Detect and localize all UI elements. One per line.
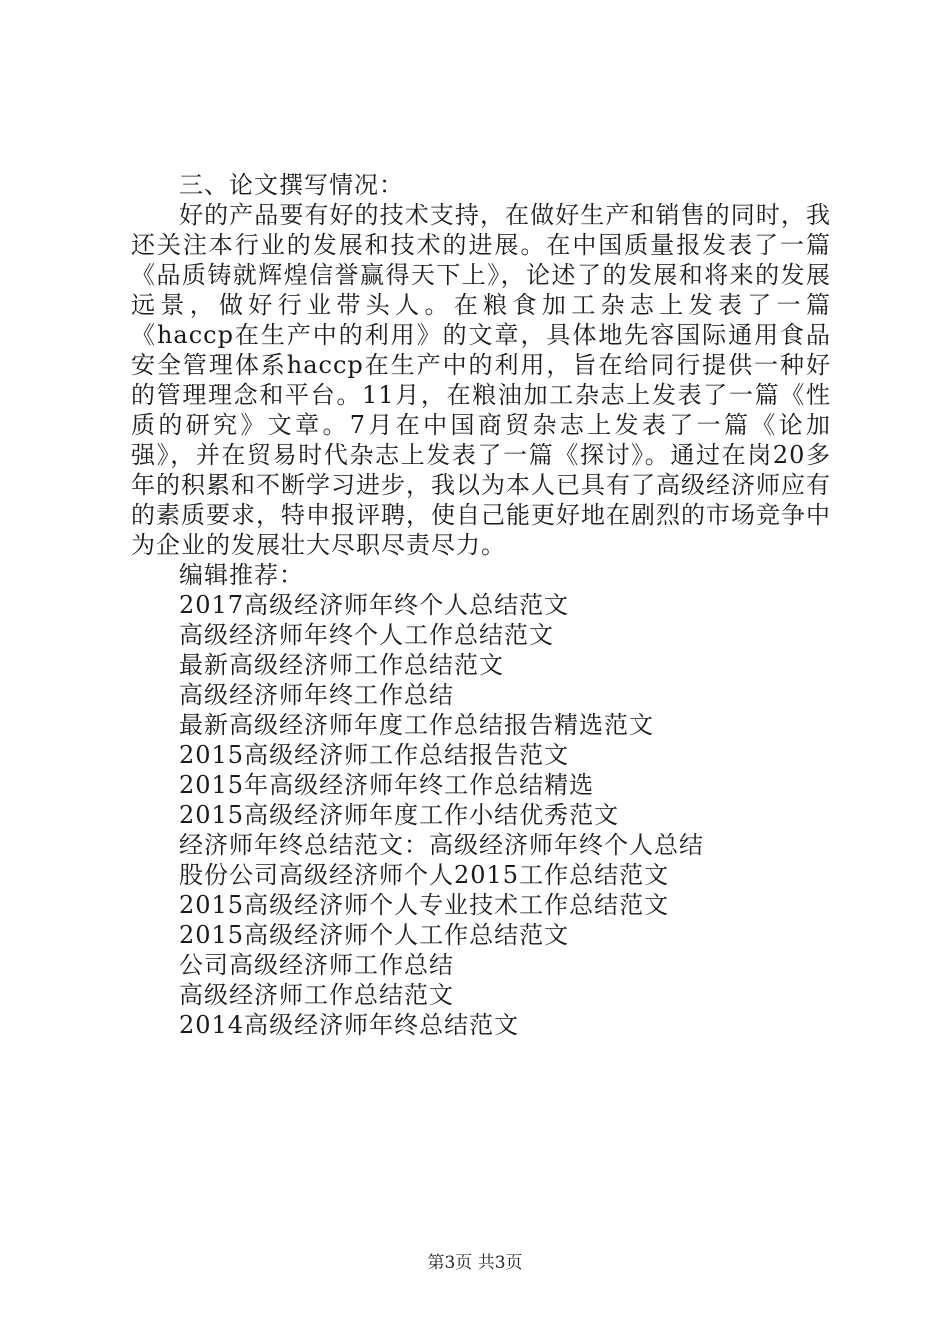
- recommendation-link[interactable]: 公司高级经济师工作总结: [179, 951, 454, 979]
- recommendation-link[interactable]: 经济师年终总结范文：高级经济师年终个人总结: [179, 831, 704, 859]
- recommendation-link[interactable]: 2015高级经济师工作总结报告范文: [179, 741, 570, 769]
- section-heading: 三、论文撰写情况：: [179, 171, 404, 199]
- recommendation-link[interactable]: 2015高级经济师个人专业技术工作总结范文: [179, 891, 670, 919]
- recommendation-link[interactable]: 2017高级经济师年终个人总结范文: [179, 591, 570, 619]
- page-content: [131, 170, 831, 1040]
- recommendations-label: 编辑推荐：: [179, 561, 304, 589]
- recommendation-link[interactable]: 2015年高级经济师年终工作总结精选: [179, 771, 595, 799]
- recommendation-link[interactable]: 2015高级经济师年度工作小结优秀范文: [179, 801, 620, 829]
- body-paragraph: 好的产品要有好的技术支持，在做好生产和销售的同时，我还关注本行业的发展和技术的进展。在中国质量报发表了一篇《品质铸就辉煌信誉赢得天下上》，论述了的发展和将来的发展远景，做好行业带头人。在粮食加工杂志上发表了一篇《haccp在生产中的利用》的文章，具体地先容国际通用食品安全管理体系haccp在生产中的利用，旨在给同行提供一种好的管理理念和平台。11月，在粮油加工杂志上发表了一篇《性质的研究》文章。7月在中国商贸杂志上发表了一篇《论加强》，并在贸易时代杂志上发表了一篇《探讨》。通过在岗20多年的积累和不断学习进步，我以为本人已具有了高级经济师应有的素质要求，特申报评聘，使自己能更好地在剧烈的市场竞争中为企业的发展壮大尽职尽责尽力。: [131, 201, 831, 559]
- recommendation-link[interactable]: 最新高级经济师工作总结范文: [179, 651, 504, 679]
- recommendation-link[interactable]: 2014高级经济师年终总结范文: [179, 1011, 520, 1039]
- recommendation-link[interactable]: 高级经济师年终个人工作总结范文: [179, 621, 554, 649]
- recommendation-link[interactable]: 高级经济师年终工作总结: [179, 681, 454, 709]
- recommendation-link[interactable]: 最新高级经济师年度工作总结报告精选范文: [179, 711, 654, 739]
- recommendation-link[interactable]: 股份公司高级经济师个人2015工作总结范文: [179, 861, 670, 889]
- page-number-indicator: 第3页 共3页: [427, 1253, 523, 1273]
- recommendations-list: [131, 590, 831, 1040]
- page-footer: [0, 1248, 950, 1273]
- recommendation-link[interactable]: 2015高级经济师个人工作总结范文: [179, 921, 570, 949]
- recommendation-link[interactable]: 高级经济师工作总结范文: [179, 981, 454, 1009]
